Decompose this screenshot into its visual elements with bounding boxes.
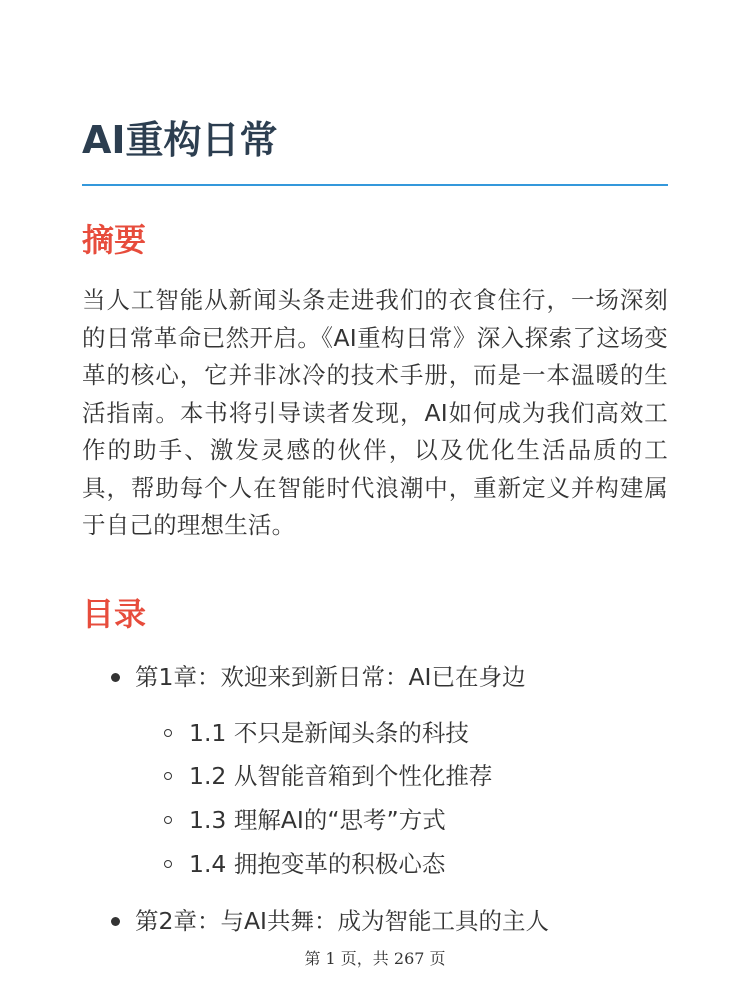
bullet-disc-icon: [111, 917, 120, 926]
bullet-circle-icon: [164, 729, 172, 737]
toc-section-label[interactable]: 1.2 从智能音箱到个性化推荐: [189, 762, 493, 790]
bullet-circle-icon: [164, 772, 172, 780]
toc-section-label[interactable]: 1.1 不只是新闻头条的科技: [189, 719, 469, 747]
document-title: AI重构日常: [82, 118, 278, 162]
toc-chapter-label[interactable]: 第2章：与AI共舞：成为智能工具的主人: [135, 907, 549, 935]
page-number-footer: 第 1 页，共 267 页: [304, 949, 446, 968]
toc-section-label[interactable]: 1.4 拥抱变革的积极心态: [189, 850, 446, 878]
abstract-text: 当人工智能从新闻头条走进我们的衣食住行，一场深刻的日常革命已然开启。《AI重构日常》深入探索了这场变革的核心，它并非冰冷的技术手册，而是一本温暖的生活指南。本书将引导读者发现，AI如何成为我们高效工作的助手、激发灵感的伙伴，以及优化生活品质的工具，帮助每个人在智能时代浪潮中，重新定义并构建属于自己的理想生活。: [82, 286, 668, 539]
bullet-circle-icon: [164, 816, 172, 824]
toc-heading: 目录: [82, 595, 147, 633]
bullet-circle-icon: [164, 860, 172, 868]
toc-chapter-label[interactable]: 第1章：欢迎来到新日常：AI已在身边: [135, 663, 526, 691]
abstract-heading: 摘要: [82, 221, 147, 259]
bullet-disc-icon: [111, 673, 120, 682]
toc-section-label[interactable]: 1.3 理解AI的“思考”方式: [189, 806, 446, 834]
